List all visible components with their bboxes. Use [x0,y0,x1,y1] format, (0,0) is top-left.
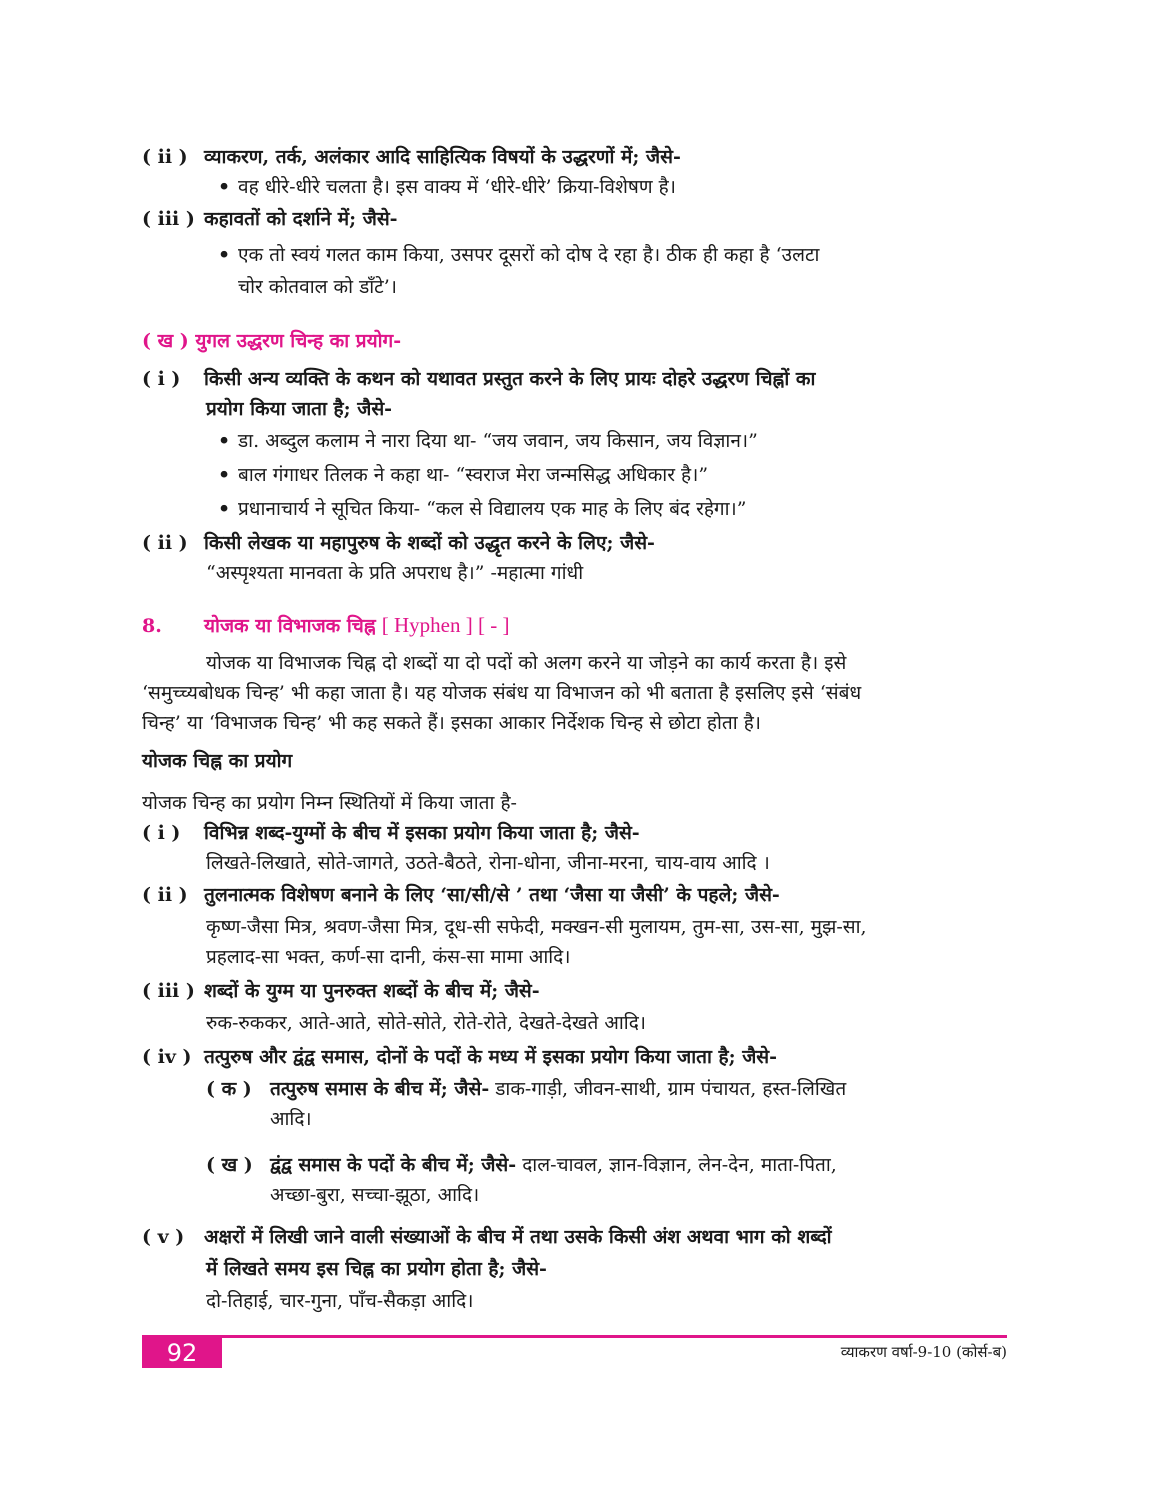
bullet-item [218,240,1018,270]
sub-item-text-continued: आदि। [270,1108,312,1130]
sub-item-bold: द्वंद्व समास के पदों के बीच में; जैसे- [270,1154,517,1176]
bullet-text: बाल गंगाधर तिलक ने कहा था- “स्वराज मेरा जन्मसिद्ध अधिकार है।” [238,464,709,486]
page-number: 92 [142,1338,222,1368]
bullet-text-continued: चोर कोतवाल को डाँटे’। [238,276,398,298]
paragraph-line: ‘समुच्च्यबोधक चिन्ह’ भी कहा जाता है। यह योजक संबंध या विभाजन को भी बताता है इसलिए इसे ‘संबंध [142,682,862,704]
item-iv-hyphen [142,1042,1012,1072]
bullet-item [218,172,1018,202]
section-title: योजक या विभाजक चिह्न [204,615,376,637]
sub-item-text: दाल-चावल, ज्ञान-विज्ञान, लेन-देन, माता-पिता, [516,1154,837,1176]
item-number: ( i ) [142,368,181,390]
sub-item-bold: तत्पुरुष समास के बीच में; जैसे- [270,1078,490,1100]
item-text: व्याकरण, तर्क, अलंकार आदि साहित्यिक विषयों के उद्धरणों में; जैसे- [204,146,681,168]
item-text: तुलनात्मक विशेषण बनाने के लिए ‘सा/सी/से ’ तथा ‘जैसा या जैसी’ के पहले; जैसे- [204,884,780,906]
example-text: कृष्ण-जैसा मित्र, श्रवण-जैसा मित्र, दूध-सी सफेदी, मक्खन-सी मुलायम, तुम-सा, उस-सा, मुझ-सा, [206,916,867,938]
paragraph-line: चिन्ह’ या ‘विभाजक चिन्ह’ भी कह सकते हैं। इसका आकार निर्देशक चिन्ह से छोटा होता है। [142,712,761,734]
example-text: प्रहलाद-सा भक्त, कर्ण-सा दानी, कंस-सा मामा आदि। [206,946,571,968]
bullet-item [218,494,1018,524]
bullet-icon: • [218,430,231,452]
section-heading-hyphen [142,610,1012,641]
book-title: व्याकरण वर्षा-9-10 (कोर्स-ब) [840,1343,1007,1361]
item-text: विभिन्न शब्द-युग्मों के बीच में इसका प्रयोग किया जाता है; जैसे- [204,822,640,844]
section-title-en: [ Hyphen ] [ - ] [381,613,510,637]
item-iii-proverbs [142,204,1012,234]
footer-divider [142,1335,1007,1338]
item-number: ( iv ) [142,1046,192,1068]
item-number: ( i ) [142,822,181,844]
item-text: अक्षरों में लिखी जाने वाली संख्याओं के बीच में तथा उसके किसी अंश अथवा भाग को शब्दों [204,1226,832,1248]
sub-item-number: ( क ) [206,1078,252,1100]
bullet-icon: • [218,464,231,486]
bullet-item [218,460,1018,490]
bullet-icon: • [218,244,231,266]
item-number: ( iii ) [142,980,195,1002]
intro-text: योजक चिन्ह का प्रयोग निम्न स्थितियों में किया जाता है- [142,792,517,814]
item-v-hyphen [142,1222,1012,1252]
section-number: 8. [142,615,162,637]
item-number: ( v ) [142,1226,185,1248]
example-text: “अस्पृश्यता मानवता के प्रति अपराध है।” -महात्मा गांधी [206,562,584,584]
bullet-text: प्रधानाचार्य ने सूचित किया- “कल से विद्यालय एक माह के लिए बंद रहेगा।” [238,498,747,520]
bullet-icon: • [218,498,231,520]
bullet-icon: • [218,176,231,198]
item-text: तत्पुरुष और द्वंद्व समास, दोनों के पदों के मध्य में इसका प्रयोग किया जाता है; जैसे- [204,1046,778,1068]
sub-item-ka [206,1074,846,1104]
bullet-text: एक तो स्वयं गलत काम किया, उसपर दूसरों को दोष दे रहा है। ठीक ही कहा है ‘उलटा [238,244,820,266]
bullet-text: वह धीरे-धीरे चलता है। इस वाक्य में ‘धीरे-धीरे’ क्रिया-विशेषण है। [238,176,676,198]
item-number: ( ii ) [142,146,188,168]
item-text: किसी अन्य व्यक्ति के कथन को यथावत प्रस्तुत करने के लिए प्रायः दोहरे उद्धरण चिह्नों का [204,368,816,390]
item-number: ( iii ) [142,208,195,230]
item-text-continued: प्रयोग किया जाता है; जैसे- [206,398,393,420]
sub-item-kha [206,1150,837,1180]
item-i-hyphen [142,818,1012,848]
example-text: दो-तिहाई, चार-गुना, पाँच-सैकड़ा आदि। [206,1290,474,1312]
item-number: ( ii ) [142,884,188,906]
item-text: कहावतों को दर्शाने में; जैसे- [204,208,398,230]
sub-item-number: ( ख ) [206,1154,253,1176]
example-text: लिखते-लिखाते, सोते-जागते, उठते-बैठते, रोना-धोना, जीना-मरना, चाय-वाय आदि । [206,852,770,874]
sub-item-text: डाक-गाड़ी, जीवन-साथी, ग्राम पंचायत, हस्त-लिखित [489,1078,847,1100]
item-text-continued: में लिखते समय इस चिह्न का प्रयोग होता है; जैसे- [206,1258,547,1280]
sub-heading: योजक चिह्न का प्रयोग [142,750,293,772]
item-ii-paired [142,528,1012,558]
item-ii-hyphen [142,880,1012,910]
item-i-paired [142,364,1012,394]
bullet-item [218,426,1018,456]
item-text: शब्दों के युग्म या पुनरुक्त शब्दों के बीच में; जैसे- [204,980,540,1002]
example-text: रुक-रुककर, आते-आते, सोते-सोते, रोते-रोते, देखते-देखते आदि। [206,1012,647,1034]
paragraph-line: योजक या विभाजक चिह्न दो शब्दों या दो पदों को अलग करने या जोड़ने का कार्य करता है। इसे [206,652,847,674]
item-number: ( ii ) [142,532,188,554]
item-iii-hyphen [142,976,1012,1006]
bullet-text: डा. अब्दुल कलाम ने नारा दिया था- “जय जवान, जय किसान, जय विज्ञान।” [238,430,758,452]
section-heading-paired-quotes: ( ख ) युगल उद्धरण चिन्ह का प्रयोग- [142,330,402,352]
item-ii-quote [142,142,1012,172]
item-text: किसी लेखक या महापुरुष के शब्दों को उद्धृत करने के लिए; जैसे- [204,532,655,554]
sub-item-text-continued: अच्छा-बुरा, सच्चा-झूठा, आदि। [270,1184,480,1206]
